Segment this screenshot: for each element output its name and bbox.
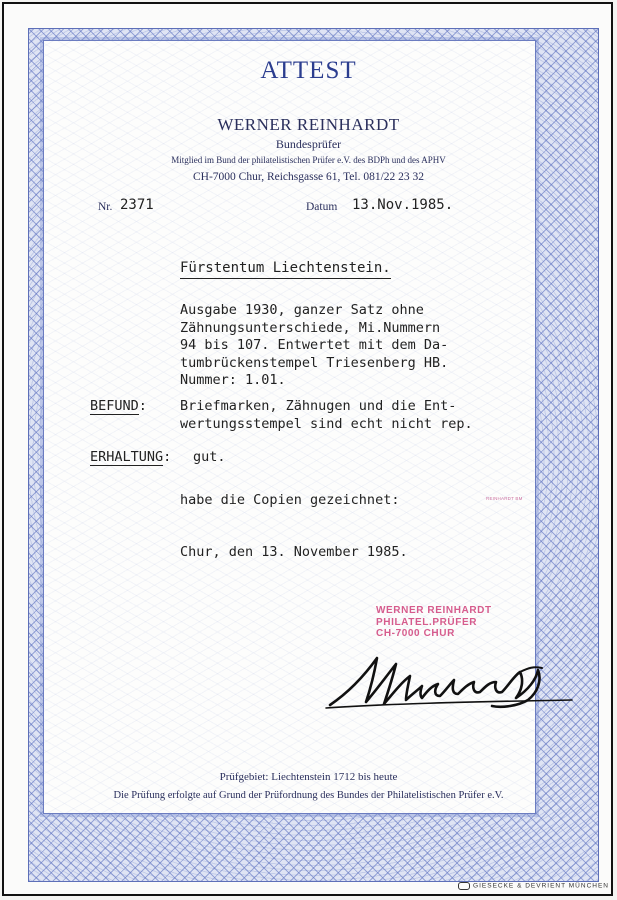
- small-examiner-stamp: REINHARDT BM: [486, 496, 523, 501]
- befund-findings: [180, 398, 473, 433]
- stamp-line: CH-7000 CHUR: [376, 628, 455, 639]
- befund-line: Briefmarken, Zähnugen und die Ent-: [180, 398, 457, 414]
- description-line: tumbrückenstempel Triesenberg HB.: [180, 354, 449, 371]
- description-line: Ausgabe 1930, ganzer Satz ohne: [180, 302, 424, 318]
- copies-signed-note: habe die Copien gezeichnet:: [180, 492, 400, 508]
- certificate-number-label: Nr.: [98, 201, 113, 213]
- issue-description: [180, 302, 448, 390]
- befund-colon: :: [138, 398, 147, 414]
- certificate-date: 13.Nov.1985.: [352, 197, 454, 213]
- stamp-line: WERNER REINHARDT: [376, 605, 492, 616]
- befund-label-text: BEFUND: [90, 398, 139, 414]
- place-and-date: Chur, den 13. November 1985.: [180, 544, 408, 560]
- date-label: Datum: [306, 201, 338, 213]
- examiner-address: CH-7000 Chur, Reichsgasse 61, Tel. 081/22 23 32: [192, 171, 425, 183]
- erhaltung-colon: :: [163, 449, 172, 465]
- printer-name: GIESECKE & DEVRIENT MÜNCHEN: [473, 882, 609, 890]
- erhaltung-label: [90, 449, 171, 465]
- description-line: Nummer: 1.01.: [180, 372, 286, 389]
- examiner-stamp: [376, 605, 536, 640]
- stamp-line: PHILATEL.PRÜFER: [376, 616, 478, 628]
- erhaltung-value: gut.: [193, 449, 226, 465]
- erhaltung-label-text: ERHALTUNG: [90, 449, 164, 465]
- handwritten-signature: [322, 650, 582, 720]
- description-line: Zähnungsunterschiede, Mi.Nummern: [180, 319, 441, 336]
- certificate-number: 2371: [120, 197, 154, 213]
- examination-regulation: Die Prüfung erfolgte auf Grund der Prüfordnung des Bundes der Philatelistischen Prüfer e.V.: [113, 790, 504, 801]
- membership-line: Mitglied im Bund der philatelistischen Prüfer e.V. des BDPh und des APHV: [171, 155, 446, 165]
- examiner-name: WERNER REINHARDT: [217, 115, 400, 134]
- examination-scope: Prüfgebiet: Liechtenstein 1712 bis heute: [219, 771, 398, 783]
- printer-imprint: [458, 882, 609, 890]
- examiner-role: Bundesprüfer: [275, 137, 342, 151]
- country-heading: Fürstentum Liechtenstein.: [180, 260, 391, 279]
- befund-line: wertungsstempel sind echt nicht rep.: [180, 415, 473, 432]
- description-line: 94 bis 107. Entwertet mit dem Da-: [180, 337, 449, 354]
- printer-logo-icon: [458, 882, 470, 890]
- befund-label: [90, 398, 147, 414]
- certificate-title: ATTEST: [260, 57, 357, 84]
